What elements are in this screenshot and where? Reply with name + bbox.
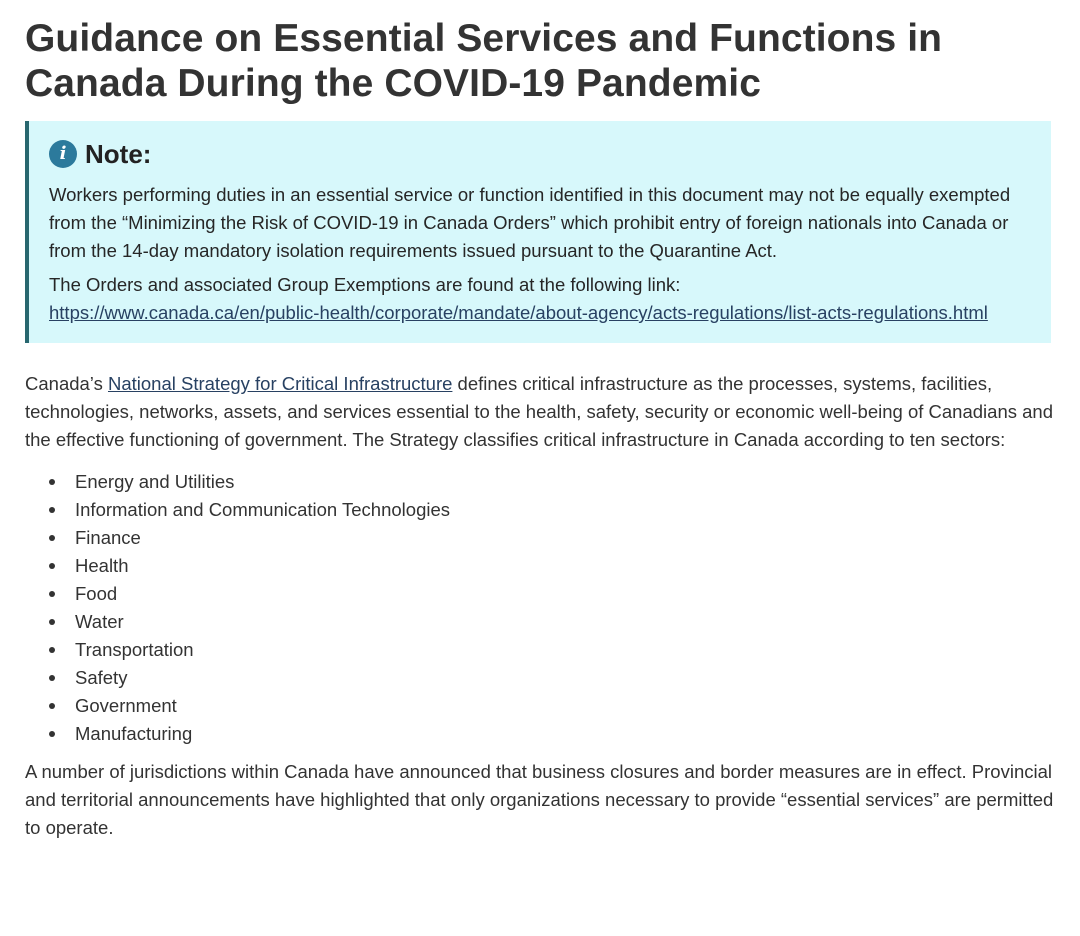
note-orders-text: The Orders and associated Group Exemptions are found at the following link:: [49, 274, 681, 295]
note-paragraph-exemption: Workers performing duties in an essential service or function identified in this document may not be equally exempted from the “Minimizing the Risk of COVID-19 in Canada Orders” which prohibit entry of foreign nationals into Canada or from the 14-day mandatory isolation requirements issued pursuant to the Quarantine Act.: [49, 184, 1011, 261]
sector-label: Water: [75, 611, 124, 632]
sector-label: Safety: [75, 667, 128, 688]
intro-paragraph: [25, 370, 1055, 454]
sector-label: Energy and Utilities: [75, 471, 235, 492]
list-item: [49, 468, 1055, 496]
sector-label: Transportation: [75, 639, 194, 660]
bullet-icon: [49, 619, 55, 625]
sector-label: Manufacturing: [75, 723, 193, 744]
intro-suffix: defines critical infrastructure as the processes, systems, facilities, technologies, networks, assets, and services essential to the health, safety, security or economic well-being of Canadians and the effective functioning of government. The Strategy classifies critical infrastructure in Canada according to ten sectors:: [25, 373, 1053, 450]
bullet-icon: [49, 647, 55, 653]
intro-prefix: Canada’s: [25, 373, 108, 394]
info-icon: i: [49, 140, 77, 168]
bullet-icon: [49, 731, 55, 737]
bullet-icon: [49, 507, 55, 513]
bullet-icon: [49, 591, 55, 597]
note-heading: Note:: [85, 138, 152, 169]
list-item: [49, 636, 1055, 664]
list-item: [49, 664, 1055, 692]
bullet-icon: [49, 675, 55, 681]
sector-label: Finance: [75, 527, 141, 548]
list-item: [49, 552, 1055, 580]
list-item: [49, 608, 1055, 636]
sector-label: Food: [75, 583, 118, 604]
bullet-icon: [49, 535, 55, 541]
national-strategy-link[interactable]: National Strategy for Critical Infrastructure: [107, 373, 453, 394]
list-item: [49, 496, 1055, 524]
note-header: [49, 135, 1027, 173]
list-item: [49, 524, 1055, 552]
list-item: [49, 692, 1055, 720]
bullet-icon: [49, 703, 55, 709]
note-paragraph-orders: [49, 271, 1027, 327]
document-page: [25, 10, 1055, 842]
closing-paragraph: A number of jurisdictions within Canada have announced that business closures and border measures are in effect. Provincial and territorial announcements have highlighted that only organizations necessary to provide “essential services” are permitted to operate.: [25, 761, 1054, 838]
sector-label: Information and Communication Technologies: [75, 499, 451, 520]
list-item: [49, 720, 1055, 748]
list-item: [49, 580, 1055, 608]
bullet-icon: [49, 563, 55, 569]
sector-label: Government: [75, 695, 177, 716]
page-title: Guidance on Essential Services and Functions in Canada During the COVID-19 Pandemic: [25, 17, 943, 105]
orders-link[interactable]: https://www.canada.ca/en/public-health/corporate/mandate/about-agency/acts-regulations/list-acts-regulations.html: [49, 302, 988, 323]
sector-label: Health: [75, 555, 129, 576]
sector-list: [25, 468, 1055, 748]
note-alert: [25, 121, 1051, 343]
bullet-icon: [49, 479, 55, 485]
